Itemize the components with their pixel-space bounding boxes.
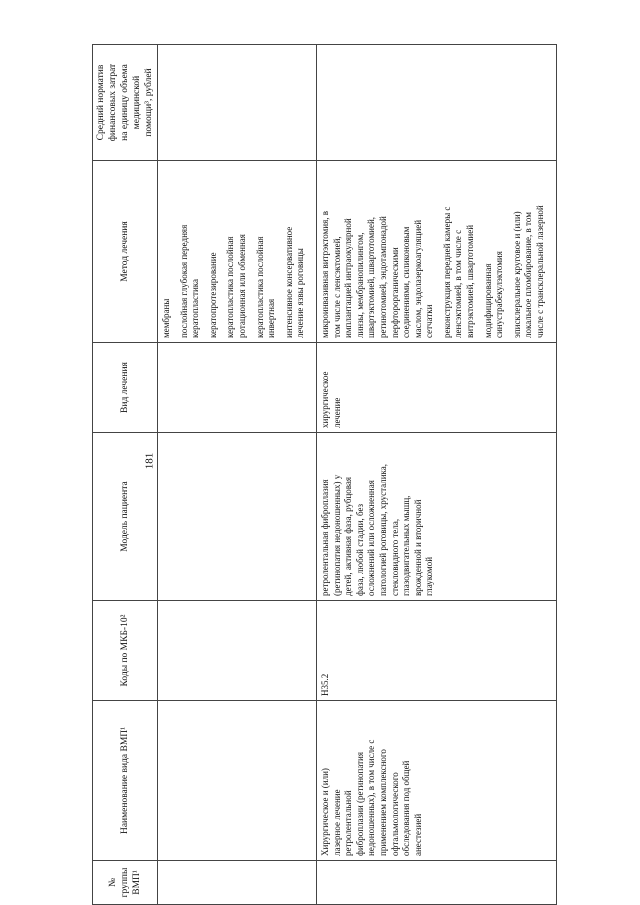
cell-cost-norm bbox=[158, 45, 317, 161]
cell-treatment-type bbox=[158, 343, 317, 433]
cell-group-no bbox=[316, 861, 556, 905]
method-item: мембраны bbox=[161, 298, 171, 338]
cell-group-no bbox=[158, 861, 317, 905]
method-item: кератопластика послойная ротационная или обменная bbox=[225, 234, 247, 338]
method-item: модифицированная синустрабекулэктомия bbox=[482, 251, 505, 338]
cell-icd-codes bbox=[158, 601, 317, 701]
page-number: 181 bbox=[143, 452, 156, 470]
table-row bbox=[316, 45, 556, 905]
cell-cost-norm bbox=[316, 45, 556, 161]
vmp-table bbox=[92, 44, 557, 905]
method-item: эписклеральное круговое и (или) локальное пломбирование, в том числе с трансклеральной лазерной bbox=[511, 205, 546, 338]
method-item: кератопротезирование bbox=[207, 252, 218, 338]
method-item: кератопластика послойная инвертная bbox=[254, 236, 277, 338]
header-row bbox=[93, 45, 158, 905]
header-treatment-type: Вид лечения bbox=[93, 343, 158, 433]
header-vmp-name: Наименование вида ВМП¹ bbox=[93, 701, 158, 861]
cell-vmp-name: Хирургическое и (или) лазерное лечение ретролентальной фиброплазии (ретинопатия недоношенных), в том числе с применением комплексного офтальмологического обследования под общей анестезией bbox=[316, 701, 556, 861]
table-row bbox=[158, 45, 317, 905]
method-item: послойная глубокая передняя кератопластика bbox=[178, 224, 201, 338]
header-icd-codes: Коды по МКБ-10² bbox=[93, 601, 158, 701]
header-cost-norm: Средний норматив финансовых затрат на единицу объема медицинской помощи³, рублей bbox=[93, 45, 158, 161]
method-item: интенсивное консервативное лечение язвы роговицы bbox=[283, 226, 306, 338]
cell-patient-model bbox=[158, 433, 317, 601]
cell-treatment-method bbox=[158, 161, 317, 343]
method-item: реконструкция передней камеры с ленсэктомией, в том числе с витрэктомией, швартотомией bbox=[441, 206, 476, 338]
method-item: микроинвазивная витрэктомия, в том числе с ленсэктомией, имплантацией интраокулярной линзы, мембранопилингом, швартэктомией, швартотомией, ретинотомией, эндотампонадой перфторорганическими соединениями, силиконовым маслом, эндолазеркоагуляцией сетчатки bbox=[319, 211, 435, 338]
cell-treatment-method bbox=[316, 161, 556, 343]
header-treatment-method: Метод лечения bbox=[93, 161, 158, 343]
header-group-no: № группы ВМП¹ bbox=[93, 861, 158, 905]
header-patient-model: Модель пациента bbox=[93, 433, 158, 601]
cell-patient-model: ретролентальная фиброплазия (ретинопатия недоношенных) у детей, активная фаза, рубцовая фаза, любой стадии, без осложнений или осложненная патологией роговицы, хрусталика, стекловидного тела, глазодвигательных мышц, врожденной и вторичной глаукомой bbox=[316, 433, 556, 601]
cell-vmp-name bbox=[158, 701, 317, 861]
cell-icd-codes: Н35.2 bbox=[316, 601, 556, 701]
cell-treatment-type: хирургическое лечение bbox=[316, 343, 556, 433]
